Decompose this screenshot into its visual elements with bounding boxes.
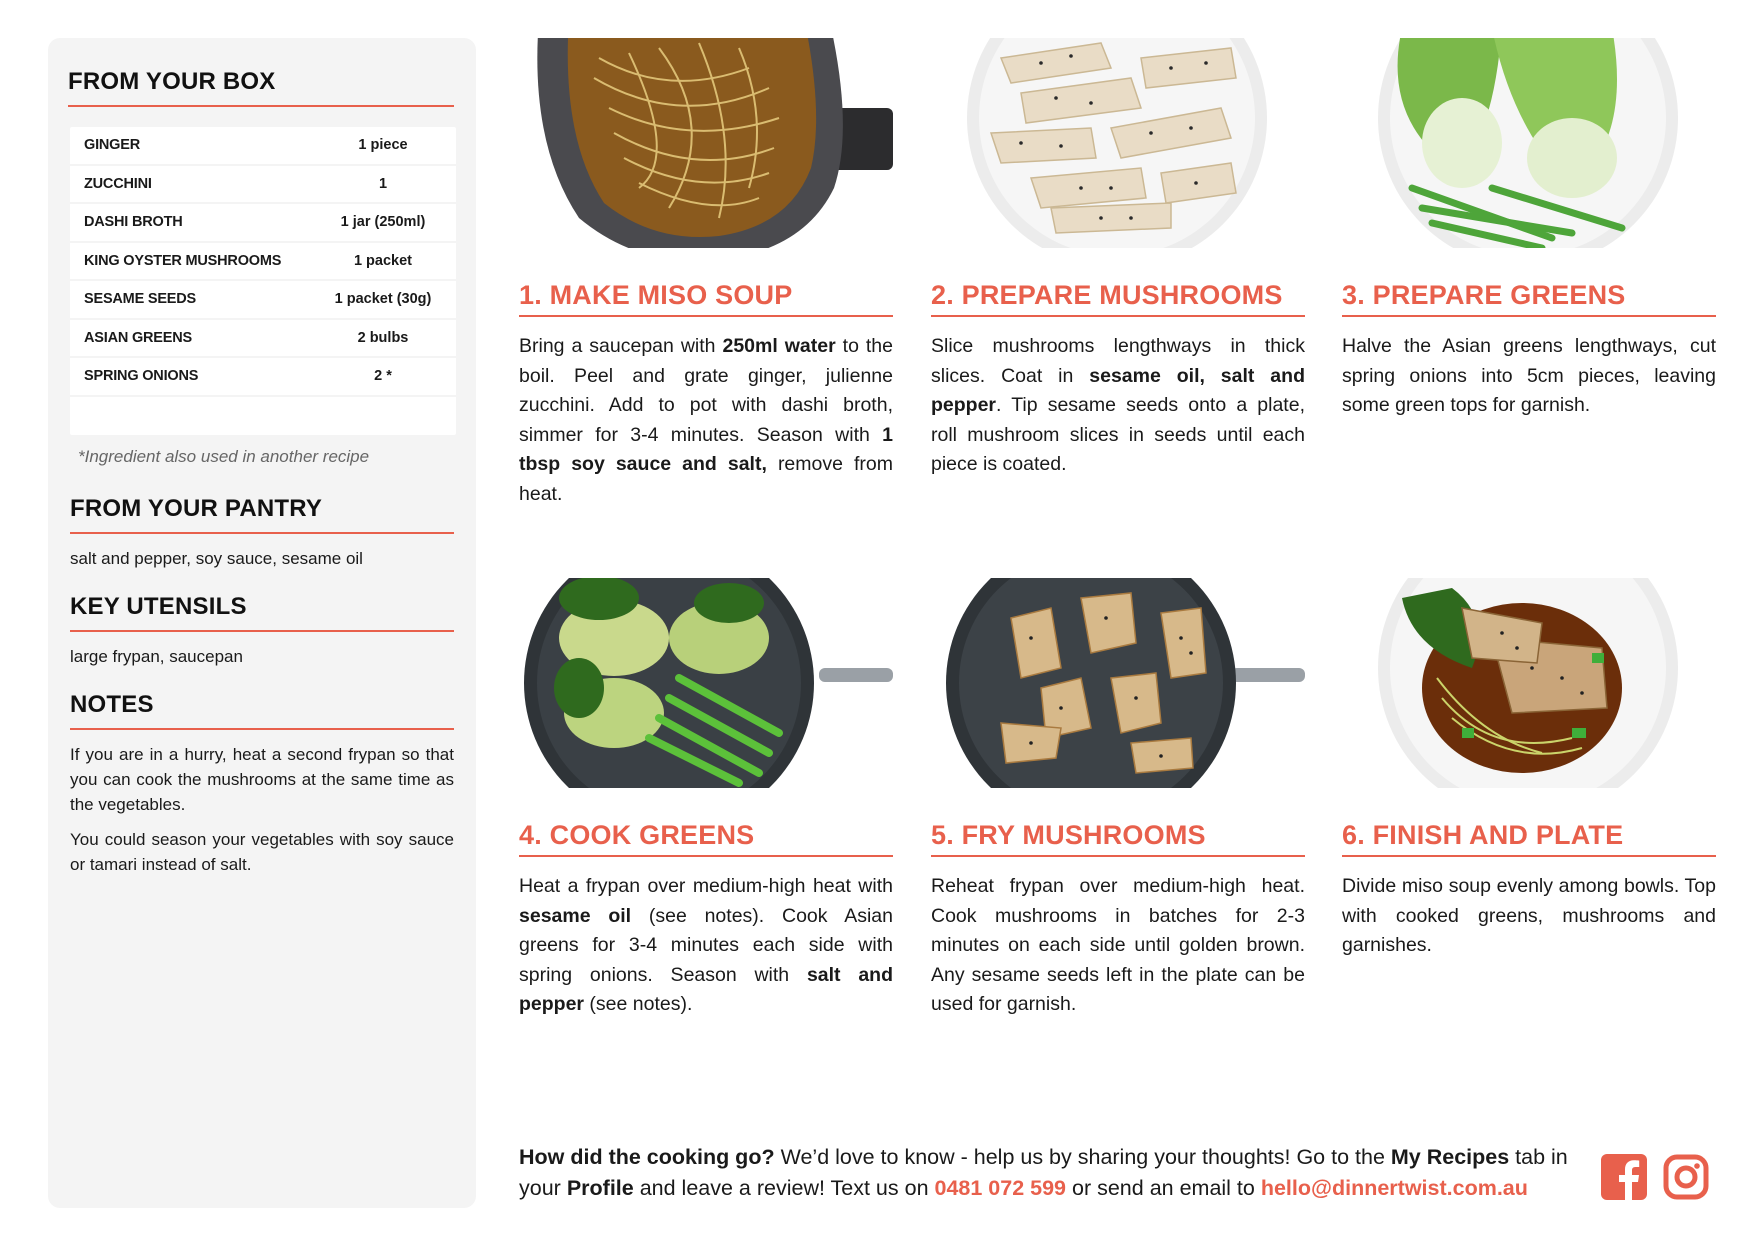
pantry-section: [70, 495, 454, 571]
phone-link[interactable]: 0481 072 599: [934, 1176, 1067, 1200]
step-text-run: . Tip sesame seeds onto a plate, roll mushroom slices in seeds until each piece is coated.: [931, 394, 1305, 475]
profile-label: Profile: [566, 1176, 634, 1200]
step-4-title: 4. COOK GREENS: [519, 820, 893, 857]
ingredient-name: GINGER: [84, 137, 140, 154]
ingredient-row: [70, 320, 456, 359]
step-5: [931, 578, 1305, 1020]
step-text-run: (see notes). Cook Asian greens for 3-4 minutes each side with spring onions. Season with: [519, 904, 893, 986]
utensils-text: large frypan, saucepan: [70, 646, 243, 666]
ingredients-table: [70, 127, 456, 435]
notes-title: NOTES: [70, 691, 454, 730]
pantry-text: salt and pepper, soy sauce, sesame oil: [70, 548, 363, 568]
ingredient-name: SPRING ONIONS: [84, 368, 199, 385]
ingredient-row: [70, 166, 456, 205]
feedback-text: and leave a review! Text us on: [633, 1176, 935, 1200]
ingredient-footnote: *Ingredient also used in another recipe: [78, 446, 370, 466]
step-2: [931, 38, 1305, 480]
box-title: FROM YOUR BOX: [68, 68, 454, 107]
step-3: [1342, 38, 1716, 421]
step-text-bold: sesame oil, salt and pepper: [931, 364, 1305, 416]
facebook-icon[interactable]: [1601, 1154, 1647, 1200]
step-text-run: (see notes).: [584, 993, 693, 1015]
step-text-bold: 250ml water: [722, 335, 836, 357]
step-text-bold: sesame oil: [519, 904, 632, 927]
step-6: [1342, 578, 1716, 961]
ingredients-sidebar: [48, 38, 476, 1208]
utensils-section: [70, 593, 454, 669]
step-1-text: [519, 332, 893, 509]
ingredient-qty: 1 packet (30g): [334, 291, 432, 308]
step-2-title: 2. PREPARE MUSHROOMS: [931, 280, 1305, 317]
ingredient-row: [70, 127, 456, 166]
ingredient-row: [70, 281, 456, 320]
pantry-title: FROM YOUR PANTRY: [70, 495, 454, 534]
ingredient-name: ASIAN GREENS: [84, 329, 192, 346]
step-1: [519, 38, 893, 509]
step-5-text: [931, 872, 1305, 1020]
feedback-message: [519, 1142, 1569, 1204]
step-6-text: [1342, 872, 1716, 961]
feedback-text: We’d love to know - help us by sharing your thoughts! Go to the: [774, 1145, 1391, 1169]
step-4-photo: [519, 578, 893, 788]
ingredient-row: [70, 358, 456, 397]
ingredient-qty: 2 *: [374, 368, 392, 385]
ingredient-name: SESAME SEEDS: [84, 291, 197, 308]
step-6-photo: [1342, 578, 1716, 788]
step-text-bold: salt and pepper: [519, 963, 894, 1015]
ingredient-name: DASHI BROTH: [84, 214, 183, 231]
ingredient-qty: 1 jar (250ml): [340, 214, 426, 231]
step-1-title: 1. MAKE MISO SOUP: [519, 280, 893, 317]
step-text-bold: 1 tbsp soy sauce and salt,: [519, 423, 893, 475]
ingredient-name: KING OYSTER MUSHROOMS: [84, 252, 282, 269]
step-4: [519, 578, 893, 1020]
ingredient-qty: 2 bulbs: [357, 329, 409, 346]
ingredient-row-empty: [70, 397, 456, 435]
step-text-run: Bring a saucepan with: [519, 335, 723, 357]
ingredient-qty: 1: [378, 175, 388, 192]
ingredient-row: [70, 204, 456, 243]
step-2-text: [931, 332, 1305, 480]
step-2-photo: [931, 38, 1305, 248]
notes-text: [70, 742, 454, 877]
step-3-title: 3. PREPARE GREENS: [1342, 280, 1716, 317]
step-text-run: Slice mushrooms lengthways in thick slices. Coat in: [931, 335, 1305, 387]
step-5-title: 5. FRY MUSHROOMS: [931, 820, 1305, 857]
step-text-run: to the boil. Peel and grate ginger, julienne zucchini. Add to pot with dashi broth, simmer for 3-4 minutes. Season with: [519, 335, 893, 446]
notes-section: [70, 691, 454, 877]
ingredient-qty: 1 packet: [353, 252, 413, 269]
step-text-run: remove from heat.: [519, 453, 894, 505]
step-6-title: 6. FINISH AND PLATE: [1342, 820, 1716, 857]
step-5-photo: [931, 578, 1305, 788]
step-text-run: Reheat frypan over medium-high heat. Cook mushrooms in batches for 2-3 minutes on each side until golden brown. Any sesame seeds left in the plate can be used for garnish.: [931, 875, 1305, 1015]
note-paragraph: You could season your vegetables with soy sauce or tamari instead of salt.: [70, 829, 454, 874]
feedback-text: or send an email to: [1066, 1176, 1261, 1200]
ingredient-row: [70, 243, 456, 282]
utensils-title: KEY UTENSILS: [70, 593, 454, 632]
ingredient-qty: 1 piece: [358, 137, 408, 154]
step-text-run: Heat a frypan over medium-high heat with: [519, 875, 893, 897]
ingredient-name: ZUCCHINI: [84, 175, 152, 192]
instagram-icon[interactable]: [1663, 1154, 1709, 1200]
feedback-lead: How did the cooking go?: [519, 1145, 775, 1169]
step-text-run: Divide miso soup evenly among bowls. Top with cooked greens, mushrooms and garnishes.: [1342, 875, 1716, 956]
feedback-text: tab in your: [519, 1145, 1568, 1200]
step-1-photo: [519, 38, 893, 248]
my-recipes-label: My Recipes: [1390, 1145, 1510, 1169]
step-4-text: [519, 872, 893, 1020]
note-paragraph: If you are in a hurry, heat a second frypan so that you can cook the mushrooms at the same time as the vegetables.: [70, 744, 454, 814]
step-3-text: [1342, 332, 1716, 421]
step-3-photo: [1342, 38, 1716, 248]
email-link[interactable]: hello@dinnertwist.com.au: [1260, 1176, 1528, 1200]
step-text-run: Halve the Asian greens lengthways, cut spring onions into 5cm pieces, leaving some green tops for garnish.: [1342, 335, 1716, 416]
